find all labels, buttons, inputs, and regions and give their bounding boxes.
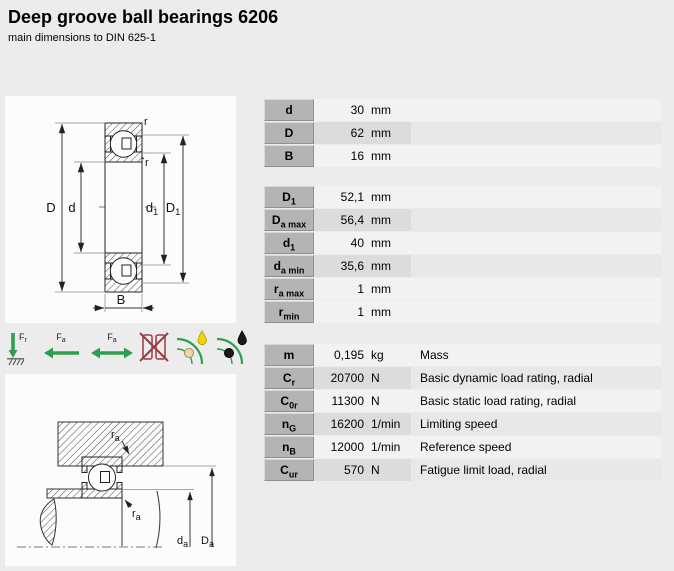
description-cell <box>411 99 661 121</box>
description-cell <box>411 145 661 167</box>
symbol-base: C <box>280 394 290 408</box>
bearing-section <box>105 123 142 292</box>
dim-label-d: d <box>68 200 76 215</box>
symbol-cell[interactable] <box>264 459 314 481</box>
description-cell: Basic static load rating, radial <box>420 394 577 408</box>
table-row <box>264 344 661 366</box>
description-cell <box>411 301 661 323</box>
performance-data-table <box>264 344 661 482</box>
symbol-base: D <box>284 126 294 140</box>
value-unit: mm <box>371 282 391 296</box>
value-unit: mm <box>371 305 391 319</box>
symbol-subscript: G <box>289 423 297 434</box>
page-subtitle: main dimensions to DIN 625-1 <box>8 32 156 44</box>
symbol-base: n <box>282 440 290 454</box>
symbol-cell[interactable] <box>264 390 314 412</box>
description-cell: Basic dynamic load rating, radial <box>420 371 593 385</box>
description-cell: Mass <box>420 348 449 362</box>
symbol-cell[interactable] <box>264 436 314 458</box>
bearing-cross-section-drawing <box>5 96 236 323</box>
symbol-base: r <box>273 282 279 296</box>
symbol-subscript: a max <box>280 219 307 230</box>
mounting-drawing-panel <box>5 374 236 566</box>
value-cell <box>314 255 411 277</box>
value-unit: mm <box>371 213 391 227</box>
description-cell <box>411 186 661 208</box>
value-unit: 1/min <box>371 417 401 431</box>
table-row <box>264 122 661 144</box>
symbol-cell[interactable] <box>264 278 314 300</box>
symbol-base: d <box>285 103 293 117</box>
page-title: Deep groove ball bearings 6206 <box>8 7 279 27</box>
table-row <box>264 278 661 300</box>
dim-label-ra-top: $r_a$ <box>111 429 120 443</box>
value-unit: N <box>371 371 380 385</box>
symbol-base: B <box>284 149 294 163</box>
value-cell <box>314 232 411 254</box>
symbol-cell[interactable] <box>264 344 314 366</box>
symbol-base: D <box>282 190 291 204</box>
abutment-dimensions-table <box>264 186 661 324</box>
description-cell <box>411 122 661 144</box>
value-number: 1 <box>357 305 364 319</box>
symbol-base: C <box>280 463 289 477</box>
value-cell <box>314 145 411 167</box>
value-unit: kg <box>371 348 384 362</box>
description-cell <box>411 209 661 231</box>
value-cell <box>314 367 411 389</box>
value-number: 35,6 <box>340 259 364 273</box>
symbol-cell[interactable] <box>264 413 314 435</box>
value-cell <box>314 122 411 144</box>
symbol-base: C <box>282 371 292 385</box>
dim-label-ra-bottom: $r_a$ <box>132 508 141 522</box>
dim-label-da: $d_a$ <box>177 535 189 549</box>
dim-label-D: D <box>46 200 56 215</box>
table-row <box>264 436 661 458</box>
radial-load-label: $F_r$ <box>19 332 27 344</box>
table-row <box>264 209 661 231</box>
axial-load-one-direction-icon <box>39 329 85 367</box>
symbol-subscript: B <box>289 446 296 457</box>
table-row <box>264 413 661 435</box>
value-cell <box>314 459 411 481</box>
value-cell <box>314 186 411 208</box>
table-row <box>264 145 661 167</box>
dim-label-r-outer: r <box>144 116 148 128</box>
cross-section-drawing-panel <box>5 96 236 323</box>
symbol-subscript: 1 <box>290 242 296 253</box>
symbol-subscript: 1 <box>290 196 296 207</box>
table-row <box>264 367 661 389</box>
value-unit: mm <box>371 190 391 204</box>
symbol-base: m <box>283 348 295 362</box>
symbol-base: D <box>271 213 281 227</box>
value-number: 52,1 <box>340 190 364 204</box>
feature-icon-row <box>6 329 250 369</box>
value-number: 16 <box>350 149 364 163</box>
table-row <box>264 390 661 412</box>
dim-label-B: B <box>116 292 126 307</box>
axial-load-both-directions-label: $F_a$ <box>107 332 117 344</box>
mounted-bearing <box>82 457 122 498</box>
symbol-cell[interactable] <box>264 209 314 231</box>
symbol-subscript: r <box>291 377 296 388</box>
value-unit: mm <box>371 259 391 273</box>
symbol-cell[interactable] <box>264 145 314 167</box>
value-cell <box>314 413 411 435</box>
value-cell <box>314 344 411 366</box>
radial-load-icon <box>6 329 36 367</box>
value-cell <box>314 301 411 323</box>
value-cell <box>314 390 411 412</box>
value-unit: N <box>371 463 380 477</box>
value-number: 62 <box>350 126 364 140</box>
symbol-base: d <box>282 236 291 250</box>
grease-lubrication-icon <box>173 329 210 367</box>
main-dimensions-table <box>264 99 661 168</box>
description-cell <box>411 255 661 277</box>
value-unit: mm <box>371 149 391 163</box>
symbol-cell[interactable] <box>264 232 314 254</box>
symbol-cell[interactable] <box>264 367 314 389</box>
description-cell: Reference speed <box>420 440 512 454</box>
value-number: 11300 <box>331 394 364 408</box>
value-unit: N <box>371 394 380 408</box>
axial-load-both-directions-icon <box>88 329 136 367</box>
value-number: 16200 <box>330 417 364 431</box>
value-unit: 1/min <box>371 440 401 454</box>
value-number: 1 <box>357 282 364 296</box>
table-row <box>264 232 661 254</box>
symbol-cell[interactable] <box>264 122 314 144</box>
value-cell <box>314 209 411 231</box>
table-row <box>264 301 661 323</box>
description-cell: Limiting speed <box>420 417 498 431</box>
symbol-cell[interactable] <box>264 99 314 121</box>
value-number: 570 <box>343 463 364 477</box>
description-cell <box>411 232 661 254</box>
symbol-cell[interactable] <box>264 301 314 323</box>
oil-lubrication-icon <box>213 329 250 367</box>
description-cell <box>411 278 661 300</box>
symbol-subscript: a min <box>280 265 305 276</box>
value-number: 0,195 <box>333 348 364 362</box>
dim-label-d1: $d_1$ <box>145 200 159 217</box>
description-cell: Fatigue limit load, radial <box>420 463 547 477</box>
no-seals-icon <box>139 329 170 367</box>
value-unit: mm <box>371 103 391 117</box>
value-cell <box>314 99 411 121</box>
value-unit: mm <box>371 236 391 250</box>
value-number: 40 <box>350 236 364 250</box>
table-row <box>264 99 661 121</box>
table-row <box>264 255 661 277</box>
symbol-subscript: ur <box>288 469 298 480</box>
symbol-subscript: a max <box>278 288 305 299</box>
mounting-drawing <box>5 374 236 566</box>
value-cell <box>314 436 411 458</box>
symbol-base: r <box>278 305 284 319</box>
value-number: 12000 <box>330 440 364 454</box>
value-unit: mm <box>371 126 391 140</box>
symbol-subscript: min <box>283 311 300 322</box>
table-row <box>264 459 661 481</box>
value-number: 56,4 <box>340 213 364 227</box>
axial-load-one-direction-label: $F_a$ <box>56 332 66 344</box>
symbol-subscript: 0r <box>289 400 298 411</box>
table-row <box>264 186 661 208</box>
dim-label-r-inner: r <box>145 157 149 169</box>
symbol-cell[interactable] <box>264 186 314 208</box>
value-number: 20700 <box>330 371 364 385</box>
value-cell <box>314 278 411 300</box>
symbol-cell[interactable] <box>264 255 314 277</box>
value-number: 30 <box>350 103 364 117</box>
symbol-base: n <box>281 417 290 431</box>
dim-label-D1: $D_1$ <box>165 200 181 217</box>
symbol-base: d <box>273 259 281 273</box>
dim-label-Da: $D_a$ <box>201 535 214 549</box>
